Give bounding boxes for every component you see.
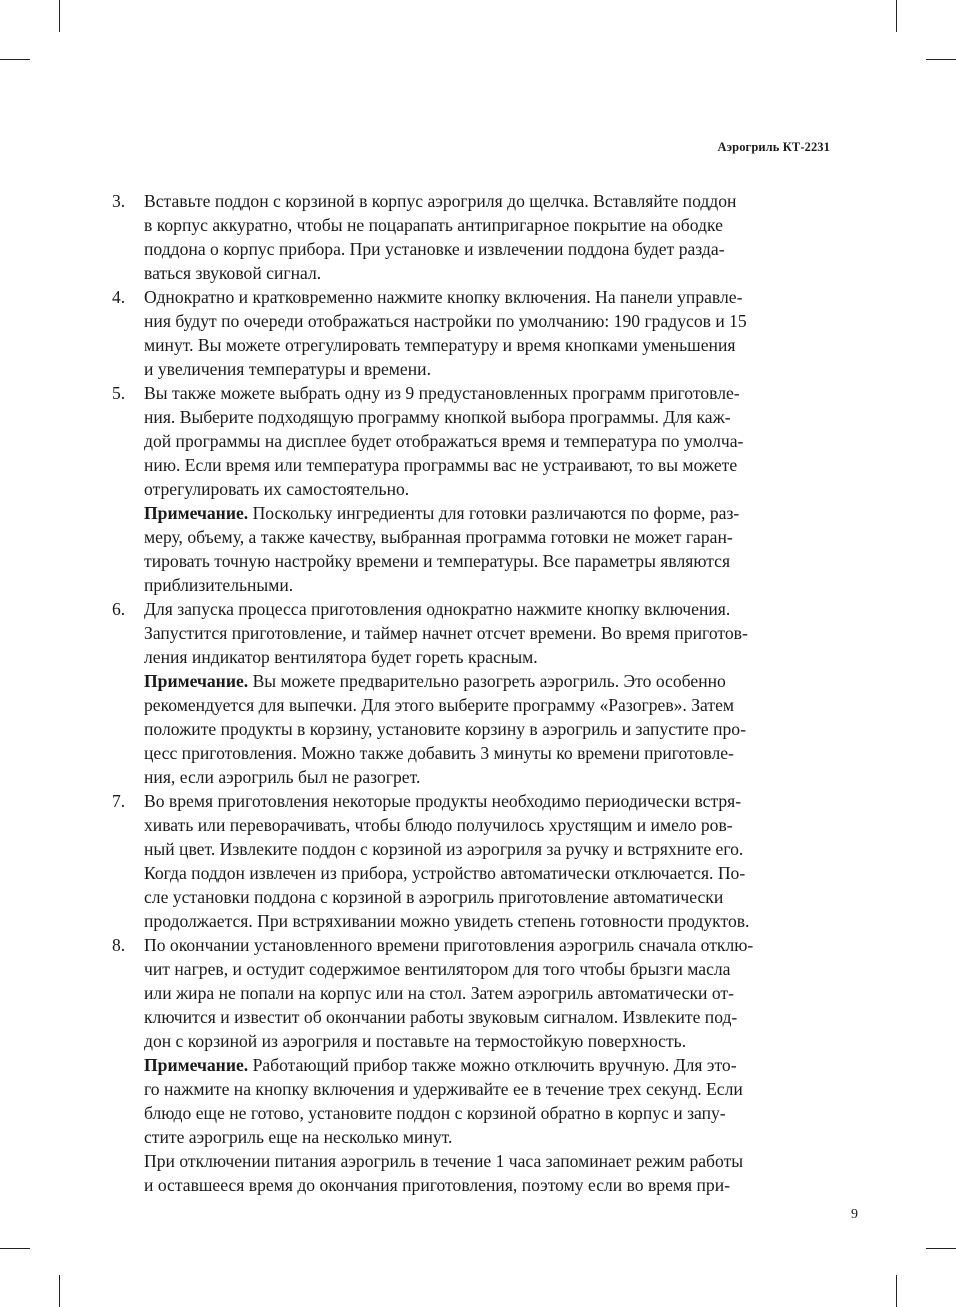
page-number: 9 xyxy=(851,1207,858,1222)
crop-mark-top-right xyxy=(896,0,897,32)
item-number: 4. xyxy=(112,287,126,307)
item-text xyxy=(144,933,832,1197)
text-line: ваться звуковой сигнал. xyxy=(144,263,322,283)
text-line: Во время приготовления некоторые продукты необходимо периодически встря- xyxy=(144,791,742,811)
text-line: сле установки поддона с корзиной в аэрогриль приготовление автоматически xyxy=(144,887,724,907)
item-number: 3. xyxy=(112,191,126,211)
crop-mark-top-left xyxy=(59,0,60,32)
text-line: и оставшееся время до окончания приготовления, поэтому если во время при- xyxy=(144,1175,730,1195)
list-item xyxy=(112,933,832,1197)
note-label: Примечание. xyxy=(144,503,249,523)
text-line: дой программы на дисплее будет отображаться время и температура по умолча- xyxy=(144,431,744,451)
text-line: блюдо еще не готово, установите поддон с корзиной обратно в корпус и запу- xyxy=(144,1103,726,1123)
running-header: Аэрогриль КТ-2231 xyxy=(717,140,830,154)
text-line: ния будут по очереди отображаться настройки по умолчанию: 190 градусов и 15 xyxy=(144,311,747,331)
item-text xyxy=(144,381,832,597)
item-text xyxy=(144,285,832,381)
text-line: Вы также можете выбрать одну из 9 предустановленных программ приготовле- xyxy=(144,383,740,403)
text-line: Когда поддон извлечен из прибора, устройство автоматически отключается. По- xyxy=(144,863,746,883)
text-line: продолжается. При встряхивании можно увидеть степень готовности продуктов. xyxy=(144,911,750,931)
list-item xyxy=(112,597,832,789)
list-item xyxy=(112,189,832,285)
note-label: Примечание. xyxy=(144,1055,249,1075)
note-label: Примечание. xyxy=(144,671,249,691)
text-line: и увеличения температуры и времени. xyxy=(144,359,431,379)
text-line: положите продукты в корзину, установите корзину в аэрогриль и запустите про- xyxy=(144,719,746,739)
text-line: ния. Выберите подходящую программу кнопкой выбора программы. Для каж- xyxy=(144,407,731,427)
text-line: Запустится приготовление, и таймер начнет отсчет времени. Во время приготов- xyxy=(144,623,748,643)
text-line: При отключении питания аэрогриль в течение 1 часа запоминает режим работы xyxy=(144,1151,744,1171)
text-line: дон с корзиной из аэрогриля и поставьте на термостойкую поверхность. xyxy=(144,1031,687,1051)
text-line: ный цвет. Извлеките поддон с корзиной из аэрогриля за ручку и встряхните его. xyxy=(144,839,744,859)
text-line: поддона о корпус прибора. При установке и извлечении поддона будет разда- xyxy=(144,239,725,259)
text-line: меру, объему, а также качеству, выбранная программа готовки не может гаран- xyxy=(144,527,733,547)
item-number: 8. xyxy=(112,935,126,955)
text-line: ключится и известит об окончании работы звуковым сигналом. Извлеките под- xyxy=(144,1007,738,1027)
crop-mark-right-bottom xyxy=(926,1248,956,1249)
note-first-line xyxy=(144,501,832,525)
text-line: приблизительными. xyxy=(144,575,294,595)
list-item xyxy=(112,381,832,597)
text-line: или жира не попали на корпус или на стол. Затем аэрогриль автоматически от- xyxy=(144,983,734,1003)
item-text xyxy=(144,789,832,933)
text-line: в корпус аккуратно, чтобы не поцарапать антипригарное покрытие на ободке xyxy=(144,215,723,235)
text-line: чит нагрев, и остудит содержимое вентилятором для того чтобы брызги масла xyxy=(144,959,731,979)
text-line: Для запуска процесса приготовления однократно нажмите кнопку включения. xyxy=(144,599,731,619)
note-first-line xyxy=(144,1053,832,1077)
crop-mark-right-top xyxy=(926,59,956,60)
note-first-line xyxy=(144,669,832,693)
crop-mark-bottom-right xyxy=(896,1275,897,1307)
item-text xyxy=(144,597,832,789)
note-text: Вы можете предварительно разогреть аэрогриль. Это особенно xyxy=(248,671,726,691)
text-line: Вставьте поддон с корзиной в корпус аэрогриля до щелчка. Вставляйте поддон xyxy=(144,191,737,211)
crop-mark-left-bottom xyxy=(0,1248,30,1249)
text-line: хивать или переворачивать, чтобы блюдо получилось хрустящим и имело ров- xyxy=(144,815,733,835)
item-number: 6. xyxy=(112,599,126,619)
instruction-list xyxy=(112,189,832,1197)
item-number: 5. xyxy=(112,383,126,403)
text-line: ления индикатор вентилятора будет гореть красным. xyxy=(144,647,538,667)
text-line: го нажмите на кнопку включения и удерживайте ее в течение трех секунд. Если xyxy=(144,1079,743,1099)
text-line: стите аэрогриль еще на несколько минут. xyxy=(144,1127,453,1147)
text-line: Однократно и кратковременно нажмите кнопку включения. На панели управле- xyxy=(144,287,743,307)
text-line: минут. Вы можете отрегулировать температуру и время кнопками уменьшения xyxy=(144,335,736,355)
item-text xyxy=(144,189,832,285)
text-line: отрегулировать их самостоятельно. xyxy=(144,479,410,499)
text-line: тировать точную настройку времени и температуры. Все параметры являются xyxy=(144,551,731,571)
text-line: рекомендуется для выпечки. Для этого выберите программу «Разогрев». Затем xyxy=(144,695,735,715)
item-number: 7. xyxy=(112,791,126,811)
text-line: нию. Если время или температура программы вас не устраивают, то вы можете xyxy=(144,455,738,475)
text-line: По окончании установленного времени приготовления аэрогриль сначала отклю- xyxy=(144,935,754,955)
crop-mark-bottom-left xyxy=(59,1275,60,1307)
list-item xyxy=(112,285,832,381)
text-line: ния, если аэрогриль был не разогрет. xyxy=(144,767,421,787)
crop-mark-left-top xyxy=(0,59,30,60)
text-line: цесс приготовления. Можно также добавить 3 минуты ко времени приготовле- xyxy=(144,743,734,763)
note-text: Поскольку ингредиенты для готовки различаются по форме, раз- xyxy=(248,503,740,523)
list-item xyxy=(112,789,832,933)
note-text: Работающий прибор также можно отключить вручную. Для это- xyxy=(248,1055,737,1075)
